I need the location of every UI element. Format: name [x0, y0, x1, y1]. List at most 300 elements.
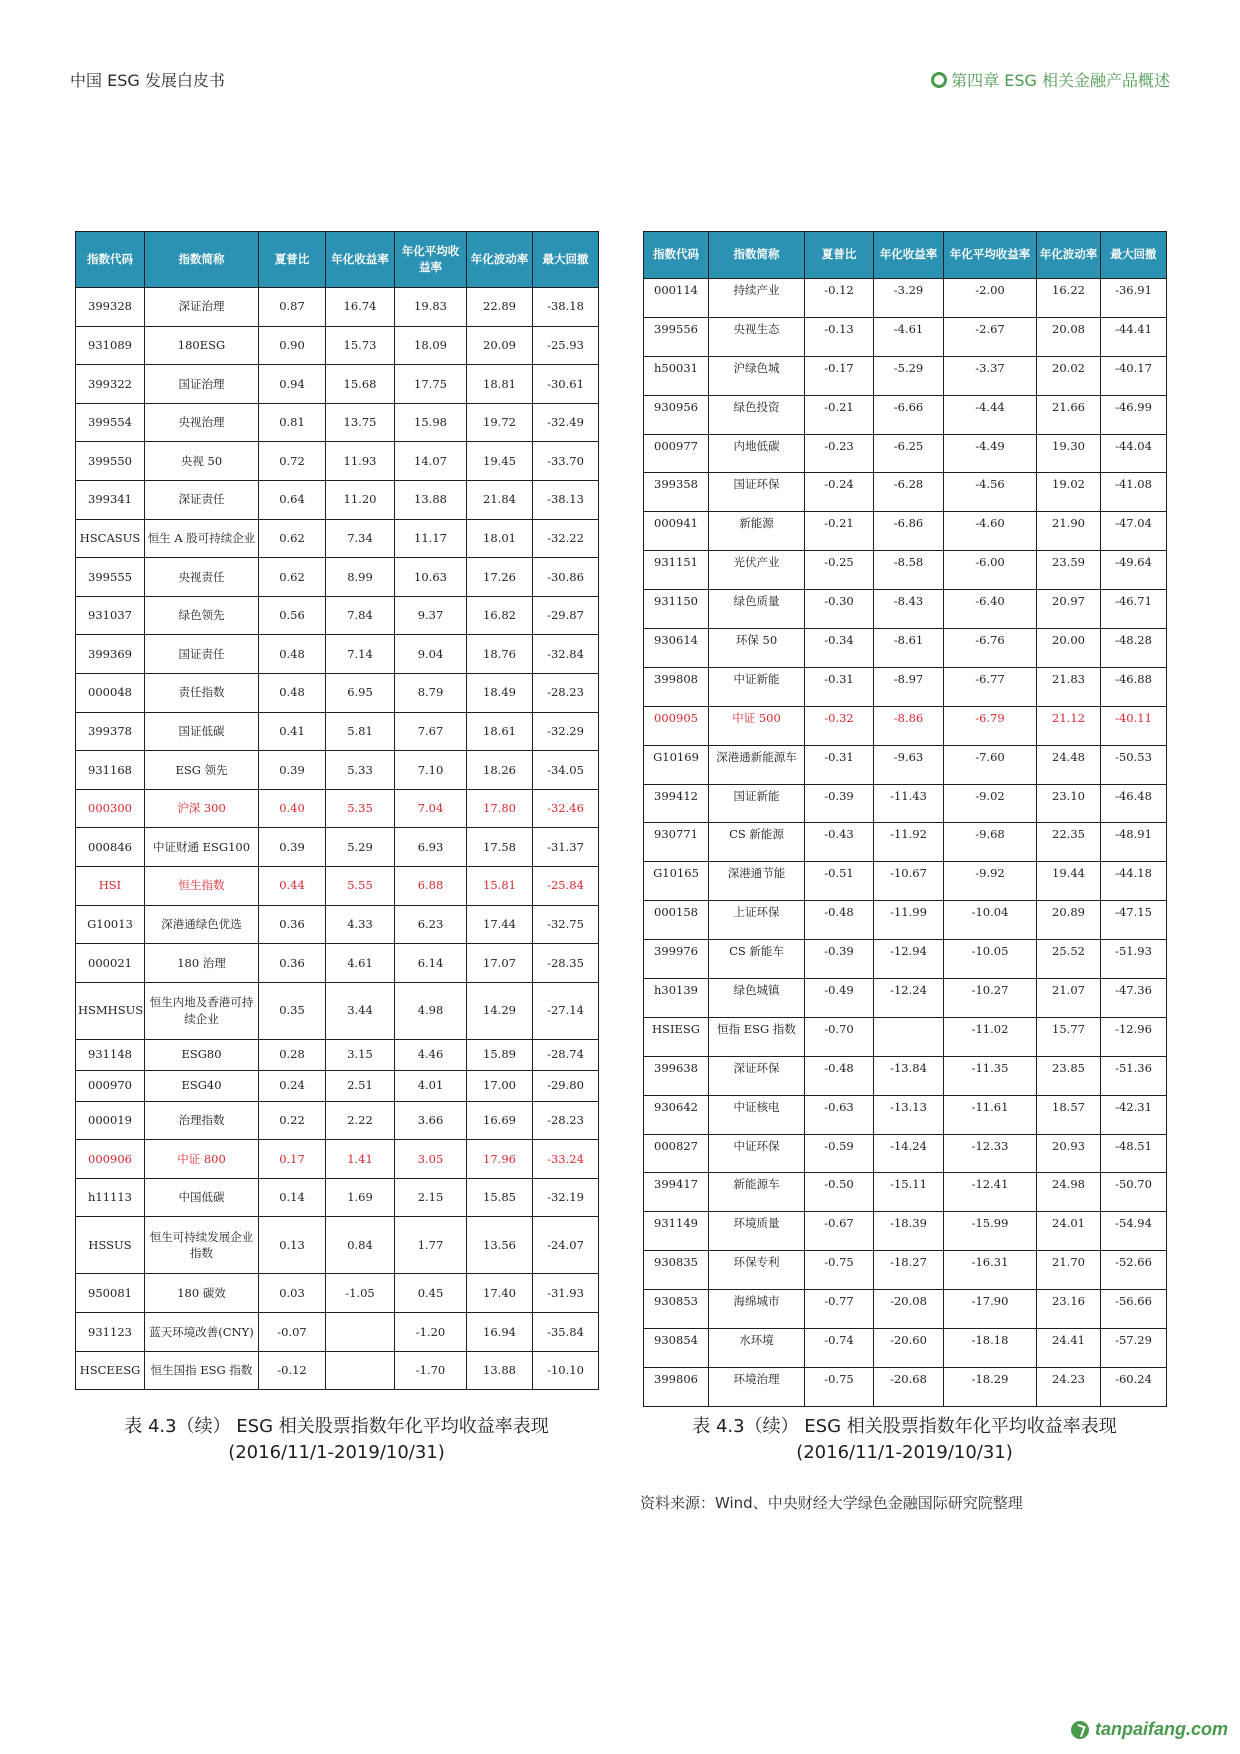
table-cell: 7.34 — [326, 519, 395, 558]
table-cell: -13.13 — [874, 1095, 944, 1134]
table-row — [76, 1313, 599, 1352]
table-cell: -8.97 — [874, 667, 944, 706]
table-cell: 0.64 — [259, 480, 326, 519]
table-cell: 13.75 — [326, 403, 395, 442]
table-cell: 15.98 — [395, 403, 467, 442]
table-cell — [326, 1313, 395, 1352]
table-cell: -49.64 — [1101, 551, 1167, 590]
table-left — [75, 231, 599, 1390]
table-cell: 399638 — [644, 1056, 709, 1095]
table-cell: 国证责任 — [145, 635, 259, 674]
table-cell: 930642 — [644, 1095, 709, 1134]
table-cell: -44.04 — [1101, 434, 1167, 473]
table-row — [644, 395, 1167, 434]
table-cell: 深港通绿色优选 — [145, 905, 259, 944]
table-cell: -28.74 — [533, 1039, 599, 1070]
table-cell: 恒生指数 — [145, 866, 259, 905]
table-cell: -12.94 — [874, 940, 944, 979]
table-cell: -11.61 — [944, 1095, 1037, 1134]
table-cell: -0.70 — [805, 1017, 874, 1056]
table-cell: 19.02 — [1037, 473, 1101, 512]
table-cell: 000114 — [644, 279, 709, 318]
table-cell: 9.04 — [395, 635, 467, 674]
table-cell: 19.30 — [1037, 434, 1101, 473]
table-cell: 15.68 — [326, 365, 395, 404]
table-cell: -6.00 — [944, 551, 1037, 590]
table-cell: 绿色投资 — [709, 395, 805, 434]
table-cell: 19.44 — [1037, 862, 1101, 901]
table-cell: 18.81 — [467, 365, 533, 404]
table-cell: 17.00 — [467, 1070, 533, 1101]
table-cell: 17.44 — [467, 905, 533, 944]
table-cell: -0.75 — [805, 1251, 874, 1290]
table-cell: 3.15 — [326, 1039, 395, 1070]
table-cell: -30.61 — [533, 365, 599, 404]
table-cell: 000048 — [76, 673, 145, 712]
table-cell: 000905 — [644, 706, 709, 745]
table-cell: 绿色质量 — [709, 590, 805, 629]
table-cell: 000019 — [76, 1101, 145, 1140]
table-cell: 0.62 — [259, 558, 326, 597]
table-cell: 20.97 — [1037, 590, 1101, 629]
table-row — [76, 288, 599, 327]
table-cell: 治理指数 — [145, 1101, 259, 1140]
table-cell: 931089 — [76, 326, 145, 365]
table-cell: -25.84 — [533, 866, 599, 905]
table-cell: -36.91 — [1101, 279, 1167, 318]
table-row — [644, 279, 1167, 318]
table-cell: 399412 — [644, 784, 709, 823]
table-cell: -48.91 — [1101, 823, 1167, 862]
table-cell: 11.20 — [326, 480, 395, 519]
col-header: 年化收益率 — [326, 232, 395, 288]
table-cell: 000846 — [76, 828, 145, 867]
table-cell: 深港通新能源车 — [709, 745, 805, 784]
table-cell: 深证责任 — [145, 480, 259, 519]
table-cell: -40.11 — [1101, 706, 1167, 745]
table-row — [644, 1329, 1167, 1368]
table-cell: -0.21 — [805, 512, 874, 551]
table-cell: 0.17 — [259, 1140, 326, 1179]
table-cell: 15.81 — [467, 866, 533, 905]
caption-title: 表 4.3（续） ESG 相关股票指数年化平均收益率表现 — [692, 1416, 1117, 1437]
table-row — [76, 944, 599, 983]
table-cell: -20.68 — [874, 1367, 944, 1406]
table-cell: 5.29 — [326, 828, 395, 867]
table-row — [76, 982, 599, 1039]
table-cell: -40.17 — [1101, 356, 1167, 395]
table-cell: 23.85 — [1037, 1056, 1101, 1095]
table-cell: 8.79 — [395, 673, 467, 712]
table-cell: 央视治理 — [145, 403, 259, 442]
table-cell: HSI — [76, 866, 145, 905]
table-cell: 17.40 — [467, 1274, 533, 1313]
table-cell: 20.89 — [1037, 901, 1101, 940]
table-cell: -46.48 — [1101, 784, 1167, 823]
table-cell: 蓝天环境改善(CNY) — [145, 1313, 259, 1352]
table-cell: 931150 — [644, 590, 709, 629]
table-cell: 950081 — [76, 1274, 145, 1313]
table-left-caption — [75, 1414, 598, 1466]
table-row — [76, 1274, 599, 1313]
table-cell: -38.13 — [533, 480, 599, 519]
table-cell: 399417 — [644, 1173, 709, 1212]
table-cell: -31.93 — [533, 1274, 599, 1313]
col-header: 夏普比 — [805, 232, 874, 279]
table-cell: 国证低碳 — [145, 712, 259, 751]
table-cell: -0.21 — [805, 395, 874, 434]
table-row — [644, 1134, 1167, 1173]
table-cell: 0.48 — [259, 673, 326, 712]
table-cell: -48.28 — [1101, 629, 1167, 668]
table-cell: -46.71 — [1101, 590, 1167, 629]
table-cell: 930771 — [644, 823, 709, 862]
table-cell: -41.08 — [1101, 473, 1167, 512]
table-cell: 深证环保 — [709, 1056, 805, 1095]
table-cell: 931168 — [76, 751, 145, 790]
table-cell: -7.60 — [944, 745, 1037, 784]
table-cell: -0.31 — [805, 745, 874, 784]
table-right-body — [644, 279, 1167, 1407]
table-cell: 17.07 — [467, 944, 533, 983]
table-cell: -57.29 — [1101, 1329, 1167, 1368]
table-cell: 21.07 — [1037, 979, 1101, 1018]
table-cell: 7.14 — [326, 635, 395, 674]
table-cell: 20.09 — [467, 326, 533, 365]
table-cell: 4.33 — [326, 905, 395, 944]
table-cell: 央视责任 — [145, 558, 259, 597]
table-cell: -18.27 — [874, 1251, 944, 1290]
table-row — [76, 905, 599, 944]
table-cell: 1.77 — [395, 1217, 467, 1274]
table-cell: 180ESG — [145, 326, 259, 365]
table-cell: CS 新能车 — [709, 940, 805, 979]
table-cell: 17.96 — [467, 1140, 533, 1179]
table-cell: -0.75 — [805, 1367, 874, 1406]
table-cell: HSIESG — [644, 1017, 709, 1056]
table-cell: -54.94 — [1101, 1212, 1167, 1251]
table-cell: -0.13 — [805, 317, 874, 356]
table-cell: 15.85 — [467, 1178, 533, 1217]
table-cell: G10165 — [644, 862, 709, 901]
table-cell: 中国低碳 — [145, 1178, 259, 1217]
table-cell — [874, 1017, 944, 1056]
table-cell: -32.75 — [533, 905, 599, 944]
chapter-title — [931, 68, 1170, 91]
table-row — [644, 901, 1167, 940]
table-row — [644, 745, 1167, 784]
table-cell: 0.41 — [259, 712, 326, 751]
table-cell: -12.96 — [1101, 1017, 1167, 1056]
table-cell: -0.50 — [805, 1173, 874, 1212]
table-cell: 4.46 — [395, 1039, 467, 1070]
table-cell: -32.19 — [533, 1178, 599, 1217]
table-cell: 1.69 — [326, 1178, 395, 1217]
table-cell: 399328 — [76, 288, 145, 327]
table-cell: -0.31 — [805, 667, 874, 706]
table-cell: -0.43 — [805, 823, 874, 862]
table-row — [76, 1070, 599, 1101]
table-cell: h50031 — [644, 356, 709, 395]
table-cell — [326, 1351, 395, 1390]
table-cell: -8.43 — [874, 590, 944, 629]
table-cell: 18.26 — [467, 751, 533, 790]
table-cell: -14.24 — [874, 1134, 944, 1173]
col-header: 指数简称 — [709, 232, 805, 279]
table-cell: -3.37 — [944, 356, 1037, 395]
caption-title: 表 4.3（续） ESG 相关股票指数年化平均收益率表现 — [124, 1416, 549, 1437]
table-cell: 931149 — [644, 1212, 709, 1251]
col-header: 年化波动率 — [1037, 232, 1101, 279]
table-cell: 中证新能 — [709, 667, 805, 706]
table-cell: -2.67 — [944, 317, 1037, 356]
table-cell: -50.53 — [1101, 745, 1167, 784]
table-cell: -29.80 — [533, 1070, 599, 1101]
table-cell: 14.29 — [467, 982, 533, 1039]
table-cell: 399550 — [76, 442, 145, 481]
table-cell: 000158 — [644, 901, 709, 940]
table-cell: -16.31 — [944, 1251, 1037, 1290]
table-cell: 14.07 — [395, 442, 467, 481]
table-cell: -8.61 — [874, 629, 944, 668]
table-row — [76, 712, 599, 751]
table-row — [644, 862, 1167, 901]
table-cell: -6.66 — [874, 395, 944, 434]
table-cell: -1.20 — [395, 1313, 467, 1352]
table-row — [644, 473, 1167, 512]
col-header: 年化平均收益率 — [944, 232, 1037, 279]
table-cell: 0.94 — [259, 365, 326, 404]
table-cell: 3.66 — [395, 1101, 467, 1140]
table-cell: 4.98 — [395, 982, 467, 1039]
table-cell: -27.14 — [533, 982, 599, 1039]
table-cell: 931151 — [644, 551, 709, 590]
table-cell: 180 碳效 — [145, 1274, 259, 1313]
table-cell: -0.39 — [805, 784, 874, 823]
table-cell: 内地低碳 — [709, 434, 805, 473]
table-row — [76, 828, 599, 867]
table-cell: 7.67 — [395, 712, 467, 751]
table-cell: -5.29 — [874, 356, 944, 395]
table-cell: 国证环保 — [709, 473, 805, 512]
table-cell: -46.99 — [1101, 395, 1167, 434]
col-header: 指数简称 — [145, 232, 259, 288]
table-cell: 22.89 — [467, 288, 533, 327]
table-row — [644, 512, 1167, 551]
table-row — [644, 784, 1167, 823]
table-cell: 环境质量 — [709, 1212, 805, 1251]
table-cell: -11.02 — [944, 1017, 1037, 1056]
table-cell: 17.80 — [467, 789, 533, 828]
table-cell: 0.48 — [259, 635, 326, 674]
table-cell: -10.10 — [533, 1351, 599, 1390]
table-cell: -46.88 — [1101, 667, 1167, 706]
table-cell: 24.23 — [1037, 1367, 1101, 1406]
table-cell: -0.59 — [805, 1134, 874, 1173]
table-row — [76, 866, 599, 905]
table-cell: -50.70 — [1101, 1173, 1167, 1212]
table-cell: 深证治理 — [145, 288, 259, 327]
table-left-body — [76, 288, 599, 1390]
table-cell: 18.57 — [1037, 1095, 1101, 1134]
table-row — [644, 434, 1167, 473]
table-cell: -15.99 — [944, 1212, 1037, 1251]
table-cell: 2.22 — [326, 1101, 395, 1140]
table-cell: 931123 — [76, 1313, 145, 1352]
table-cell: 中证 800 — [145, 1140, 259, 1179]
table-cell: -9.63 — [874, 745, 944, 784]
table-cell: -0.17 — [805, 356, 874, 395]
table-cell: 8.99 — [326, 558, 395, 597]
table-cell: 0.28 — [259, 1039, 326, 1070]
table-row — [76, 442, 599, 481]
col-header: 指数代码 — [76, 232, 145, 288]
table-cell: -11.43 — [874, 784, 944, 823]
table-cell: HSMHSUS — [76, 982, 145, 1039]
table-cell: -0.12 — [259, 1351, 326, 1390]
table-cell: 18.49 — [467, 673, 533, 712]
table-cell: 绿色领先 — [145, 596, 259, 635]
table-cell: 绿色城镇 — [709, 979, 805, 1018]
table-cell: -9.02 — [944, 784, 1037, 823]
table-cell: 0.36 — [259, 944, 326, 983]
table-cell: -30.86 — [533, 558, 599, 597]
table-row — [644, 1017, 1167, 1056]
table-cell: 000970 — [76, 1070, 145, 1101]
table-cell: -38.18 — [533, 288, 599, 327]
table-cell: 0.45 — [395, 1274, 467, 1313]
table-cell: 2.51 — [326, 1070, 395, 1101]
table-cell: 恒指 ESG 指数 — [709, 1017, 805, 1056]
table-cell: 0.22 — [259, 1101, 326, 1140]
table-cell: -33.70 — [533, 442, 599, 481]
table-cell: -0.12 — [805, 279, 874, 318]
table-cell: -33.24 — [533, 1140, 599, 1179]
table-cell: 18.76 — [467, 635, 533, 674]
table-cell: -28.23 — [533, 673, 599, 712]
table-cell: 环保 50 — [709, 629, 805, 668]
table-cell: 399554 — [76, 403, 145, 442]
table-cell: 000021 — [76, 944, 145, 983]
table-cell: 0.14 — [259, 1178, 326, 1217]
table-row — [76, 480, 599, 519]
table-cell: -18.18 — [944, 1329, 1037, 1368]
table-cell: 0.13 — [259, 1217, 326, 1274]
table-cell: 18.09 — [395, 326, 467, 365]
table-cell: 水环境 — [709, 1329, 805, 1368]
table-cell: -2.00 — [944, 279, 1037, 318]
table-cell: HSCASUS — [76, 519, 145, 558]
table-cell: -28.23 — [533, 1101, 599, 1140]
table-cell: 20.00 — [1037, 629, 1101, 668]
table-cell: 恒生可持续发展企业指数 — [145, 1217, 259, 1274]
table-cell: 15.89 — [467, 1039, 533, 1070]
table-row — [644, 1251, 1167, 1290]
table-cell: -0.49 — [805, 979, 874, 1018]
table-cell: 20.02 — [1037, 356, 1101, 395]
table-cell: 6.95 — [326, 673, 395, 712]
table-cell: 环境治理 — [709, 1367, 805, 1406]
table-cell: -51.93 — [1101, 940, 1167, 979]
table-cell: -44.41 — [1101, 317, 1167, 356]
table-cell: 0.35 — [259, 982, 326, 1039]
table-cell: 11.93 — [326, 442, 395, 481]
table-row — [76, 789, 599, 828]
table-cell: -25.93 — [533, 326, 599, 365]
table-cell: 000827 — [644, 1134, 709, 1173]
table-cell: 4.61 — [326, 944, 395, 983]
table-cell: 23.16 — [1037, 1290, 1101, 1329]
table-cell: -11.35 — [944, 1056, 1037, 1095]
table-cell: 16.94 — [467, 1313, 533, 1352]
table-cell: 23.59 — [1037, 551, 1101, 590]
table-cell: 000300 — [76, 789, 145, 828]
table-cell: -28.35 — [533, 944, 599, 983]
table-cell: 930854 — [644, 1329, 709, 1368]
table-cell: 16.69 — [467, 1101, 533, 1140]
table-cell: -6.76 — [944, 629, 1037, 668]
table-cell: -47.15 — [1101, 901, 1167, 940]
table-cell: 21.90 — [1037, 512, 1101, 551]
table-cell: 0.39 — [259, 828, 326, 867]
table-cell: 15.77 — [1037, 1017, 1101, 1056]
table-cell: 399378 — [76, 712, 145, 751]
table-cell: -12.33 — [944, 1134, 1037, 1173]
table-cell: 中证核电 — [709, 1095, 805, 1134]
table-cell: 责任指数 — [145, 673, 259, 712]
table-cell: -60.24 — [1101, 1367, 1167, 1406]
table-cell: 0.39 — [259, 751, 326, 790]
table-cell: -0.51 — [805, 862, 874, 901]
table-cell: 0.62 — [259, 519, 326, 558]
table-cell: -0.48 — [805, 901, 874, 940]
table-cell: 17.75 — [395, 365, 467, 404]
table-cell: 21.70 — [1037, 1251, 1101, 1290]
table-cell: -11.92 — [874, 823, 944, 862]
table-cell: h30139 — [644, 979, 709, 1018]
table-cell: -1.70 — [395, 1351, 467, 1390]
col-header: 年化收益率 — [874, 232, 944, 279]
table-row — [76, 403, 599, 442]
table-row — [76, 1140, 599, 1179]
table-cell: -0.25 — [805, 551, 874, 590]
table-cell: ESG40 — [145, 1070, 259, 1101]
table-cell: ESG80 — [145, 1039, 259, 1070]
table-cell: 399976 — [644, 940, 709, 979]
table-cell: 000906 — [76, 1140, 145, 1179]
table-cell: -10.67 — [874, 862, 944, 901]
table-row — [76, 326, 599, 365]
table-cell: 399322 — [76, 365, 145, 404]
table-row — [644, 979, 1167, 1018]
table-cell: 5.81 — [326, 712, 395, 751]
table-cell: -0.77 — [805, 1290, 874, 1329]
table-cell: HSSUS — [76, 1217, 145, 1274]
table-cell: 16.82 — [467, 596, 533, 635]
watermark-text: tanpaifang.com — [1094, 1719, 1228, 1739]
table-cell: 19.72 — [467, 403, 533, 442]
table-cell: 16.22 — [1037, 279, 1101, 318]
table-cell: 央视 50 — [145, 442, 259, 481]
table-row — [76, 519, 599, 558]
table-right-caption — [643, 1414, 1166, 1466]
table-cell: -20.60 — [874, 1329, 944, 1368]
table-cell: G10169 — [644, 745, 709, 784]
table-cell: 18.01 — [467, 519, 533, 558]
table-cell: 沪绿色城 — [709, 356, 805, 395]
table-cell: -56.66 — [1101, 1290, 1167, 1329]
table-cell: -0.34 — [805, 629, 874, 668]
